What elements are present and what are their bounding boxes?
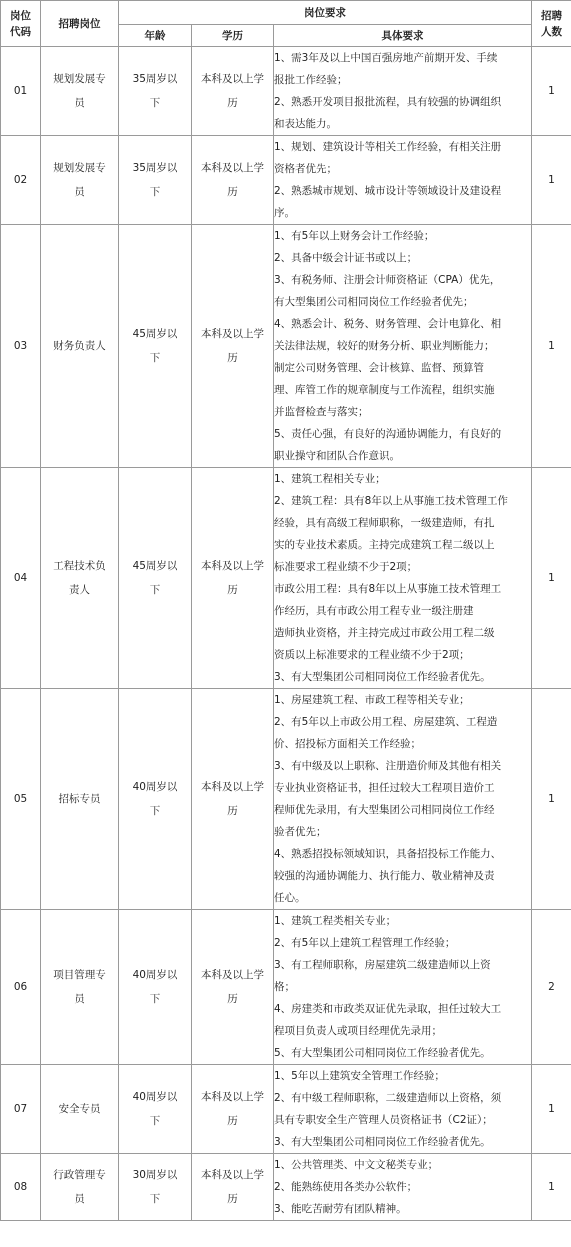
job-title-line: 员: [74, 97, 85, 109]
requirement-line: 经验，具有高级工程师职称，一级建造师，有扎: [274, 517, 495, 529]
requirement-line: 2、有5年以上建筑工程管理工作经验；: [274, 937, 456, 949]
job-code: 03: [1, 225, 41, 468]
specific-requirements: [274, 689, 532, 910]
age-requirement: [119, 136, 192, 225]
requirement-line: 专业执业资格证书，担任过较大工程项目造价工: [274, 782, 495, 794]
header-specific: 具体要求: [274, 25, 532, 47]
requirement-line: 程项目负责人或项目经理优先录用；: [274, 1025, 442, 1037]
requirement-line: 1、5年以上建筑安全管理工作经验；: [274, 1070, 445, 1082]
education-requirement: [192, 689, 274, 910]
requirement-line: 2、具备中级会计证书或以上；: [274, 252, 418, 264]
requirement-line: 5、责任心强，有良好的沟通协调能力，有良好的: [274, 428, 502, 440]
education-line: 历: [227, 352, 238, 364]
specific-requirements: [274, 1154, 532, 1221]
requirement-line: 1、房屋建筑工程、市政工程等相关专业；: [274, 694, 470, 706]
requirement-line: 具有专职安全生产管理人员资格证书（C2证）；: [274, 1114, 493, 1126]
age-requirement: [119, 47, 192, 136]
requirement-line: 1、规划、建筑设计等相关工作经验，有相关注册: [274, 141, 502, 153]
age-requirement: [119, 910, 192, 1065]
headcount: 1: [532, 1065, 571, 1154]
specific-requirements: [274, 136, 532, 225]
age-line: 下: [149, 97, 161, 109]
headcount: 1: [532, 689, 571, 910]
requirement-line: 1、建筑工程相关专业；: [274, 473, 386, 485]
requirement-line: 并监督检查与落实；: [274, 406, 369, 418]
requirement-line: 资格者优先；: [274, 163, 337, 175]
requirement-line: 3、有大型集团公司相同岗位工作经验者优先。: [274, 671, 491, 683]
education-line: 本科及以上学: [201, 73, 264, 85]
job-title-line: 规划发展专: [53, 73, 106, 85]
job-title-line: 安全专员: [58, 1103, 101, 1115]
header-code-line: 代码: [10, 25, 31, 38]
requirement-line: 2、建筑工程：具有8年以上从事施工技术管理工作: [274, 495, 508, 507]
job-title-line: 责人: [69, 584, 90, 596]
job-code: 06: [1, 910, 41, 1065]
age-line: 下: [149, 805, 161, 817]
education-line: 本科及以上学: [201, 781, 264, 793]
header-count-line: 人数: [541, 25, 563, 38]
requirement-line: 4、熟悉会计、税务、财务管理、会计电算化、相: [274, 318, 502, 330]
job-code: 08: [1, 1154, 41, 1221]
table-row: [1, 1154, 571, 1221]
specific-requirements: [274, 225, 532, 468]
requirement-line: 理、库管工作的规章制度与工作流程，组织实施: [274, 384, 495, 396]
requirement-line: 1、需3年及以上中国百强房地产前期开发、手续: [274, 52, 498, 64]
requirement-line: 2、能熟练使用各类办公软件；: [274, 1181, 418, 1193]
education-requirement: [192, 136, 274, 225]
age-line: 35周岁以: [132, 73, 178, 85]
requirement-line: 3、有中级及以上职称、注册造价师及其他有相关: [274, 760, 502, 772]
age-line: 下: [149, 186, 161, 198]
age-line: 下: [149, 1115, 161, 1127]
table-row: [1, 910, 571, 1065]
requirement-line: 4、房建类和市政类双证优先录取，担任过较大工: [274, 1003, 502, 1015]
job-code: 04: [1, 468, 41, 689]
requirement-line: 标准要求工程业绩不少于2项；: [274, 561, 418, 573]
header-age: 年龄: [119, 25, 192, 47]
job-title: [41, 910, 119, 1065]
education-line: 历: [227, 584, 238, 596]
education-requirement: [192, 1065, 274, 1154]
education-line: 历: [227, 805, 238, 817]
header-code: [1, 1, 41, 47]
job-title-line: 员: [74, 1193, 85, 1205]
age-line: 45周岁以: [132, 328, 178, 340]
education-line: 历: [227, 97, 238, 109]
requirement-line: 价、招投标方面相关工作经验；: [274, 738, 421, 750]
requirement-line: 实的专业技术素质。主持完成建筑工程二级以上: [274, 539, 495, 551]
requirement-line: 报批工作经验；: [274, 74, 348, 86]
requirement-line: 格；: [274, 981, 295, 993]
education-requirement: [192, 910, 274, 1065]
job-title: [41, 1154, 119, 1221]
requirement-line: 2、熟悉城市规划、城市设计等领域设计及建设程: [274, 185, 502, 197]
job-code: 07: [1, 1065, 41, 1154]
requirement-line: 2、熟悉开发项目报批流程，具有较强的协调组织: [274, 96, 502, 108]
requirement-line: 4、熟悉招投标领域知识，具备招投标工作能力、: [274, 848, 502, 860]
education-line: 本科及以上学: [201, 328, 264, 340]
age-line: 下: [149, 993, 161, 1005]
age-requirement: [119, 1065, 192, 1154]
table-row: [1, 136, 571, 225]
table-body: [1, 47, 571, 1221]
job-title-line: 行政管理专: [53, 1169, 106, 1181]
age-line: 35周岁以: [132, 162, 178, 174]
job-title-line: 员: [74, 186, 85, 198]
requirement-line: 3、有大型集团公司相同岗位工作经验者优先。: [274, 1136, 491, 1148]
requirement-line: 和表达能力。: [274, 118, 337, 130]
table-row: [1, 1065, 571, 1154]
job-title-line: 员: [74, 993, 85, 1005]
specific-requirements: [274, 910, 532, 1065]
job-title-line: 项目管理专: [53, 969, 106, 981]
job-code: 01: [1, 47, 41, 136]
headcount: 1: [532, 225, 571, 468]
age-requirement: [119, 468, 192, 689]
requirement-line: 资质以上标准要求的工程业绩不少于2项；: [274, 649, 470, 661]
table-row: [1, 47, 571, 136]
table-header: [1, 1, 571, 47]
headcount: 1: [532, 47, 571, 136]
specific-requirements: [274, 1065, 532, 1154]
requirement-line: 5、有大型集团公司相同岗位工作经验者优先。: [274, 1047, 491, 1059]
requirement-line: 任心。: [274, 892, 306, 904]
requirement-line: 关法律法规，较好的财务分析、职业判断能力；: [274, 340, 495, 352]
education-line: 本科及以上学: [201, 162, 264, 174]
age-line: 40周岁以: [132, 1091, 178, 1103]
headcount: 1: [532, 468, 571, 689]
specific-requirements: [274, 47, 532, 136]
education-line: 本科及以上学: [201, 1091, 264, 1103]
requirement-line: 市政公用工程：具有8年以上从事施工技术管理工: [274, 583, 502, 595]
headcount: 1: [532, 1154, 571, 1221]
header-count: [532, 1, 571, 47]
age-line: 下: [149, 584, 161, 596]
header-count-line: 招聘: [541, 9, 563, 22]
requirement-line: 职业操守和团队合作意识。: [274, 450, 400, 462]
job-title-line: 招标专员: [58, 793, 101, 805]
job-title: [41, 1065, 119, 1154]
education-line: 本科及以上学: [201, 560, 264, 572]
job-title-line: 规划发展专: [53, 162, 106, 174]
job-title: [41, 136, 119, 225]
requirement-line: 3、有工程师职称，房屋建筑二级建造师以上资: [274, 959, 491, 971]
job-title: [41, 47, 119, 136]
job-code: 02: [1, 136, 41, 225]
education-requirement: [192, 468, 274, 689]
requirement-line: 较强的沟通协调能力、执行能力、敬业精神及责: [274, 870, 495, 882]
education-line: 历: [227, 1115, 238, 1127]
job-title: [41, 225, 119, 468]
education-requirement: [192, 1154, 274, 1221]
education-requirement: [192, 47, 274, 136]
requirement-line: 3、有税务师、注册会计师资格证（CPA）优先，: [274, 274, 501, 286]
header-education: 学历: [192, 25, 274, 47]
age-requirement: [119, 1154, 192, 1221]
table-row: [1, 689, 571, 910]
age-line: 下: [149, 352, 161, 364]
job-title: [41, 689, 119, 910]
education-line: 历: [227, 1193, 238, 1205]
requirement-line: 2、有中级工程师职称，二级建造师以上资格，须: [274, 1092, 502, 1104]
requirement-line: 序。: [274, 207, 295, 219]
age-line: 40周岁以: [132, 969, 178, 981]
job-code: 05: [1, 689, 41, 910]
table-row: [1, 225, 571, 468]
requirement-line: 2、有5年以上市政公用工程、房屋建筑、工程造: [274, 716, 498, 728]
requirement-line: 程师优先录用，有大型集团公司相同岗位工作经: [274, 804, 495, 816]
requirement-line: 有大型集团公司相同岗位工作经验者优先；: [274, 296, 474, 308]
requirement-line: 3、能吃苦耐劳有团队精神。: [274, 1203, 407, 1215]
education-line: 本科及以上学: [201, 969, 264, 981]
requirement-line: 1、公共管理类、中文文秘类专业；: [274, 1159, 439, 1171]
requirement-line: 制定公司财务管理、会计核算、监督、预算管: [274, 362, 484, 374]
header-requirements: 岗位要求: [119, 1, 532, 25]
education-line: 历: [227, 993, 238, 1005]
age-line: 40周岁以: [132, 781, 178, 793]
age-requirement: [119, 225, 192, 468]
age-requirement: [119, 689, 192, 910]
age-line: 30周岁以: [132, 1169, 178, 1181]
specific-requirements: [274, 468, 532, 689]
requirement-line: 验者优先；: [274, 826, 327, 838]
header-code-line: 岗位: [10, 9, 31, 22]
job-title: [41, 468, 119, 689]
requirement-line: 作经历，具有市政公用工程专业一级注册建: [274, 605, 474, 617]
headcount: 2: [532, 910, 571, 1065]
headcount: 1: [532, 136, 571, 225]
job-title-line: 工程技术负: [53, 560, 106, 572]
requirement-line: 1、有5年以上财务会计工作经验；: [274, 230, 435, 242]
age-line: 45周岁以: [132, 560, 178, 572]
requirement-line: 造师执业资格，并主持完成过市政公用工程二级: [274, 627, 495, 639]
education-requirement: [192, 225, 274, 468]
age-line: 下: [149, 1193, 161, 1205]
education-line: 历: [227, 186, 238, 198]
requirement-line: 1、建筑工程类相关专业；: [274, 915, 397, 927]
job-title-line: 财务负责人: [53, 340, 106, 352]
table-row: [1, 468, 571, 689]
education-line: 本科及以上学: [201, 1169, 264, 1181]
header-post: 招聘岗位: [41, 1, 119, 47]
